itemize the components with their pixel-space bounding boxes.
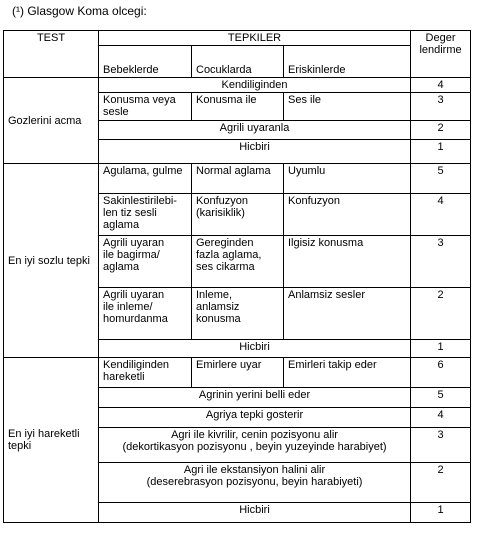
score-cell: 1 — [411, 140, 471, 164]
table-cell: Emirleri takip eder — [284, 358, 411, 388]
table-cell: Agri ile kivrilir, cenin pozisyonu alir (dekortikasyon pozisyonu , beyin yuzeyinde harabiyet) — [99, 428, 411, 463]
score-cell: 2 — [411, 288, 471, 340]
glasgow-coma-table — [3, 30, 471, 523]
score-cell: 2 — [411, 463, 471, 503]
header-test: TEST — [4, 31, 99, 78]
table-cell: Uyumlu — [284, 164, 411, 194]
table-caption: (¹) Glasgow Koma olcegi: — [12, 4, 147, 18]
table-cell: Agrinin yerini belli eder — [99, 388, 411, 408]
table-cell: Ilgisiz konusma — [284, 236, 411, 288]
table-cell: Hicbiri — [99, 340, 411, 358]
table-cell: Emirlere uyar — [192, 358, 284, 388]
table-cell: Agrili uyaranla — [99, 121, 411, 140]
score-cell: 5 — [411, 388, 471, 408]
table-cell: Agrili uyaran ile bagirma/ aglama — [99, 236, 192, 288]
table-cell: Anlamsiz sesler — [284, 288, 411, 340]
table-cell: Hicbiri — [99, 503, 411, 523]
table-cell: Normal aglama — [192, 164, 284, 194]
table-cell: Sakinlestirilebi- len tiz sesli aglama — [99, 194, 192, 236]
section-label-hareket: En iyi hareketli tepki — [4, 358, 99, 523]
table-cell: Gereginden fazla aglama, ses cikarma — [192, 236, 284, 288]
score-cell: 1 — [411, 340, 471, 358]
table-cell: Agri ile ekstansiyon halini alir (deserebrasyon pozisyonu, beyin harabiyeti) — [99, 463, 411, 503]
table-cell: Inleme, anlamsiz konusma — [192, 288, 284, 340]
score-cell: 5 — [411, 164, 471, 194]
score-cell: 3 — [411, 93, 471, 121]
table-cell: Ses ile — [284, 93, 411, 121]
header-bebeklerde: Bebeklerde — [99, 46, 192, 78]
table-cell: Agrili uyaran ile inleme/ homurdanma — [99, 288, 192, 340]
table-cell: Konfuzyon — [284, 194, 411, 236]
score-cell: 2 — [411, 121, 471, 140]
table-cell: Konusma ile — [192, 93, 284, 121]
table-cell: Agriya tepki gosterir — [99, 408, 411, 428]
section-label-goz: Gozlerini acma — [4, 78, 99, 164]
score-cell: 1 — [411, 503, 471, 523]
table-cell: Konusma veya sesle — [99, 93, 192, 121]
score-cell: 4 — [411, 78, 471, 93]
table-cell: Kendiliginden — [99, 78, 411, 93]
score-cell: 3 — [411, 428, 471, 463]
score-cell: 6 — [411, 358, 471, 388]
header-eriskinlerde: Eriskinlerde — [284, 46, 411, 78]
header-degerlendirme: Deger lendirme — [411, 31, 471, 78]
header-cocuklarda: Cocuklarda — [192, 46, 284, 78]
section-label-sozlu: En iyi sozlu tepki — [4, 164, 99, 358]
table-cell: Agulama, gulme — [99, 164, 192, 194]
table-cell: Hicbiri — [99, 140, 411, 164]
score-cell: 3 — [411, 236, 471, 288]
score-cell: 4 — [411, 408, 471, 428]
header-tepkiler: TEPKILER — [99, 31, 411, 46]
score-cell: 4 — [411, 194, 471, 236]
table-cell: Kendiliginden hareketli — [99, 358, 192, 388]
table-cell: Konfuzyon (karisiklik) — [192, 194, 284, 236]
